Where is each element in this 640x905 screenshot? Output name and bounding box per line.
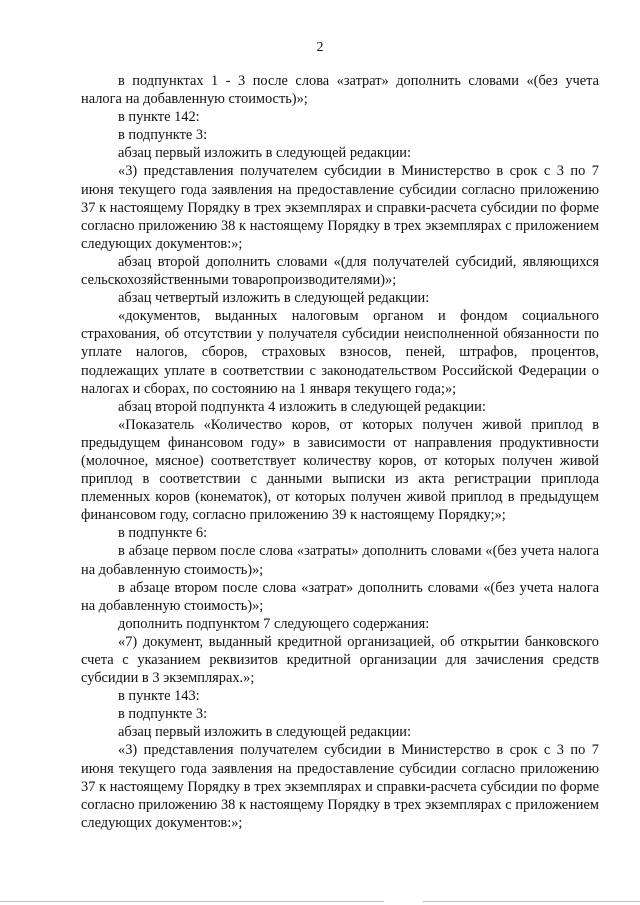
paragraph: в подпункте 6: <box>118 525 208 542</box>
paragraph: в абзаце втором после слова «затрат» дополнить словами «(без учета налога на добавленную стоимость)»; <box>81 579 599 614</box>
paragraph: абзац второй подпункта 4 изложить в следующей редакции: <box>118 398 486 415</box>
paragraph: в пункте 142: <box>118 109 200 126</box>
paragraph: «3) представления получателем субсидии в Министерство в срок с 3 по 7 июня текущего года заявления на предоставление субсидии согласно приложению 37 к настоящему Порядку в трех экземплярах и справки-расчета субсидии по форме согласно приложению 38 к настоящему Порядку в трех экземплярах с приложением следующих документов:»; <box>81 742 599 831</box>
document-body <box>81 72 599 832</box>
paragraph: абзац первый изложить в следующей редакции: <box>118 724 412 741</box>
paragraph: абзац второй дополнить словами «(для получателей субсидий, являющихся сельскохозяйственными товаропроизводителями)»; <box>81 253 599 289</box>
paragraph: дополнить подпунктом 7 следующего содержания: <box>118 615 430 632</box>
paragraph: «7) документ, выданный кредитной организацией, об открытии банковского счета с указанием реквизитов кредитной организации для зачисления средств субсидии в 3 экземплярах.»; <box>81 633 599 687</box>
paragraph: «документов, выданных налоговым органом и фондом социального страхования, об отсутствии у получателя субсидии неисполненной обязанности по уплате налогов, сборов, страховых взносов, пеней, штрафов, процентов, подлежащих уплате в соответствии с законодательством Российской Федерации о налогах и сборах, по состоянию на 1 января текущего года;»; <box>81 308 599 397</box>
scan-edge-line <box>0 901 640 902</box>
paragraph: в подпункте 3: <box>118 127 208 144</box>
page-number: 2 <box>316 40 324 55</box>
paragraph: абзац четвертый изложить в следующей редакции: <box>118 290 430 307</box>
paragraph: абзац первый изложить в следующей редакции: <box>118 145 412 162</box>
paragraph: «3) представления получателем субсидии в Министерство в срок с 3 по 7 июня текущего года заявления на предоставление субсидии согласно приложению 37 к настоящему Порядку в трех экземплярах и справки-расчета субсидии по форме согласно приложению 38 к настоящему Порядку в трех экземплярах с приложением следующих документов:»; <box>81 163 599 252</box>
paragraph: в подпунктах 1 - 3 после слова «затрат» дополнить словами «(без учета налога на добавленную стоимость)»; <box>81 73 599 108</box>
paragraph: в абзаце первом после слова «затраты» дополнить словами «(без учета налога на добавленную стоимость)»; <box>81 543 599 578</box>
paragraph: в подпункте 3: <box>118 706 208 723</box>
paragraph: в пункте 143: <box>118 688 200 705</box>
paragraph: «Показатель «Количество коров, от которых получен живой приплод в предыдущем финансовом году» в зависимости от направления продуктивности (молочное, мясное) соответствует количеству коров, от которых получен живой приплод в соответствии с данными выписки из акта регистрации приплода племенных коров (конематок), от которых получен живой приплод в предыдущем финансовом году, согласно приложению 39 к настоящему Порядку;»; <box>81 416 599 524</box>
